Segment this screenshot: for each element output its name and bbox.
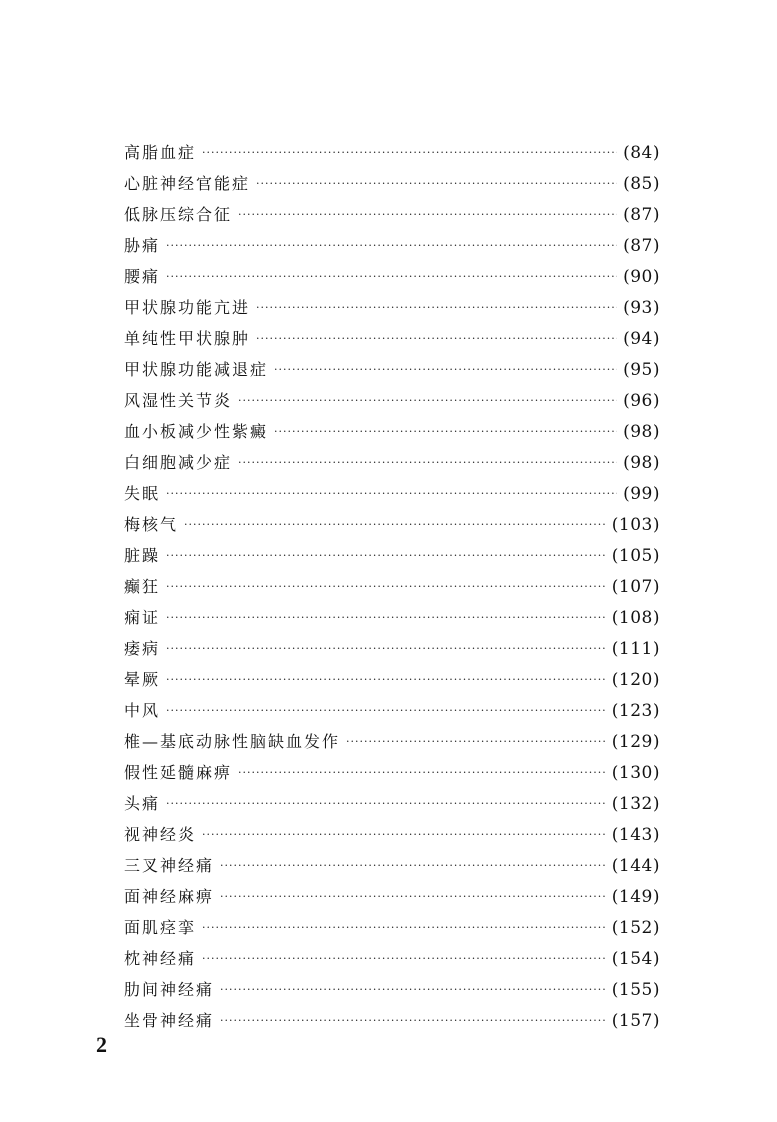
toc-entry bbox=[124, 168, 660, 199]
toc-entry-page: (149) bbox=[611, 887, 660, 907]
toc-leader-dots bbox=[220, 974, 606, 1005]
toc-leader-dots bbox=[166, 478, 617, 509]
table-of-contents bbox=[124, 137, 660, 1036]
toc-entry bbox=[124, 385, 660, 416]
toc-entry-title: 面肌痉挛 bbox=[124, 918, 197, 937]
toc-leader-dots bbox=[274, 416, 617, 447]
toc-entry bbox=[124, 292, 660, 323]
toc-entry-title: 癫狂 bbox=[124, 577, 161, 596]
toc-entry-page: (108) bbox=[611, 608, 660, 628]
toc-entry-title: 胁痛 bbox=[124, 236, 161, 255]
toc-entry-title: 失眠 bbox=[124, 484, 161, 503]
toc-entry-page: (132) bbox=[611, 794, 660, 814]
page-number: 2 bbox=[96, 1032, 107, 1057]
toc-entry bbox=[124, 664, 660, 695]
toc-entry-title: 三叉神经痛 bbox=[124, 856, 215, 875]
toc-entry bbox=[124, 633, 660, 664]
toc-entry bbox=[124, 416, 660, 447]
toc-entry-page: (107) bbox=[611, 577, 660, 597]
toc-entry-page: (87) bbox=[623, 236, 660, 256]
toc-leader-dots bbox=[346, 726, 606, 757]
toc-entry-title: 风湿性关节炎 bbox=[124, 391, 233, 410]
toc-entry bbox=[124, 137, 660, 168]
toc-entry bbox=[124, 819, 660, 850]
toc-entry-title: 晕厥 bbox=[124, 670, 161, 689]
toc-entry-title: 中风 bbox=[124, 701, 161, 720]
toc-entry-page: (157) bbox=[611, 1011, 660, 1031]
toc-leader-dots bbox=[256, 323, 617, 354]
toc-entry-title: 低脉压综合征 bbox=[124, 205, 233, 224]
toc-leader-dots bbox=[166, 261, 617, 292]
toc-leader-dots bbox=[202, 943, 606, 974]
toc-leader-dots bbox=[202, 819, 606, 850]
toc-entry bbox=[124, 354, 660, 385]
toc-leader-dots bbox=[166, 695, 606, 726]
toc-leader-dots bbox=[256, 168, 617, 199]
toc-entry bbox=[124, 788, 660, 819]
toc-entry-title: 假性延髓麻痹 bbox=[124, 763, 233, 782]
toc-entry-page: (87) bbox=[623, 205, 660, 225]
toc-leader-dots bbox=[166, 788, 606, 819]
toc-leader-dots bbox=[166, 664, 606, 695]
toc-entry-page: (103) bbox=[611, 515, 660, 535]
toc-entry-page: (95) bbox=[623, 360, 660, 380]
toc-entry-page: (98) bbox=[623, 422, 660, 442]
toc-leader-dots bbox=[166, 540, 606, 571]
toc-entry-title: 梅核气 bbox=[124, 515, 179, 534]
toc-leader-dots bbox=[220, 881, 606, 912]
toc-leader-dots bbox=[166, 230, 617, 261]
toc-entry-page: (111) bbox=[611, 639, 660, 659]
toc-entry-page: (130) bbox=[611, 763, 660, 783]
toc-entry-title: 肋间神经痛 bbox=[124, 980, 215, 999]
toc-leader-dots bbox=[238, 385, 617, 416]
toc-entry bbox=[124, 509, 660, 540]
toc-entry-title: 头痛 bbox=[124, 794, 161, 813]
toc-entry bbox=[124, 974, 660, 1005]
toc-entry-page: (99) bbox=[623, 484, 660, 504]
toc-entry bbox=[124, 943, 660, 974]
toc-leader-dots bbox=[238, 447, 617, 478]
toc-entry-title: 白细胞减少症 bbox=[124, 453, 233, 472]
toc-entry-page: (120) bbox=[611, 670, 660, 690]
toc-entry-page: (152) bbox=[611, 918, 660, 938]
toc-leader-dots bbox=[274, 354, 617, 385]
toc-entry-page: (144) bbox=[611, 856, 660, 876]
toc-entry-title: 甲状腺功能减退症 bbox=[124, 360, 269, 379]
toc-entry-page: (84) bbox=[623, 143, 660, 163]
toc-leader-dots bbox=[166, 633, 606, 664]
toc-entry bbox=[124, 1005, 660, 1036]
toc-entry-page: (90) bbox=[623, 267, 660, 287]
toc-entry bbox=[124, 881, 660, 912]
toc-entry-page: (143) bbox=[611, 825, 660, 845]
toc-entry-title: 坐骨神经痛 bbox=[124, 1011, 215, 1030]
toc-entry-page: (93) bbox=[623, 298, 660, 318]
toc-leader-dots bbox=[166, 602, 606, 633]
toc-entry bbox=[124, 695, 660, 726]
toc-entry bbox=[124, 850, 660, 881]
toc-entry-title: 脏躁 bbox=[124, 546, 161, 565]
toc-leader-dots bbox=[220, 850, 606, 881]
toc-entry-page: (123) bbox=[611, 701, 660, 721]
toc-entry bbox=[124, 199, 660, 230]
toc-entry bbox=[124, 478, 660, 509]
toc-entry bbox=[124, 540, 660, 571]
toc-entry-title: 甲状腺功能亢进 bbox=[124, 298, 251, 317]
toc-leader-dots bbox=[220, 1005, 606, 1036]
toc-entry-title: 视神经炎 bbox=[124, 825, 197, 844]
toc-entry-title: 面神经麻痹 bbox=[124, 887, 215, 906]
toc-entry-page: (129) bbox=[611, 732, 660, 752]
toc-entry bbox=[124, 447, 660, 478]
toc-entry-title: 单纯性甲状腺肿 bbox=[124, 329, 251, 348]
toc-entry-page: (105) bbox=[611, 546, 660, 566]
toc-entry-page: (155) bbox=[611, 980, 660, 1000]
toc-entry-page: (94) bbox=[623, 329, 660, 349]
toc-entry bbox=[124, 261, 660, 292]
toc-leader-dots bbox=[202, 137, 617, 168]
toc-entry-page: (85) bbox=[623, 174, 660, 194]
toc-entry bbox=[124, 602, 660, 633]
toc-entry-title: 椎—基底动脉性脑缺血发作 bbox=[124, 732, 341, 751]
toc-entry bbox=[124, 757, 660, 788]
toc-entry-title: 枕神经痛 bbox=[124, 949, 197, 968]
toc-entry-title: 痿病 bbox=[124, 639, 161, 658]
toc-entry bbox=[124, 571, 660, 602]
toc-entry-page: (98) bbox=[623, 453, 660, 473]
toc-entry bbox=[124, 230, 660, 261]
toc-entry-title: 心脏神经官能症 bbox=[124, 174, 251, 193]
toc-entry-page: (154) bbox=[611, 949, 660, 969]
toc-leader-dots bbox=[202, 912, 606, 943]
toc-entry-title: 腰痛 bbox=[124, 267, 161, 286]
toc-entry bbox=[124, 323, 660, 354]
toc-leader-dots bbox=[256, 292, 617, 323]
toc-entry-title: 痫证 bbox=[124, 608, 161, 627]
toc-entry-page: (96) bbox=[623, 391, 660, 411]
toc-entry-title: 高脂血症 bbox=[124, 143, 197, 162]
toc-leader-dots bbox=[238, 199, 617, 230]
toc-leader-dots bbox=[166, 571, 606, 602]
toc-leader-dots bbox=[184, 509, 606, 540]
toc-entry bbox=[124, 726, 660, 757]
toc-entry-title: 血小板减少性紫癜 bbox=[124, 422, 269, 441]
toc-leader-dots bbox=[238, 757, 606, 788]
toc-entry bbox=[124, 912, 660, 943]
